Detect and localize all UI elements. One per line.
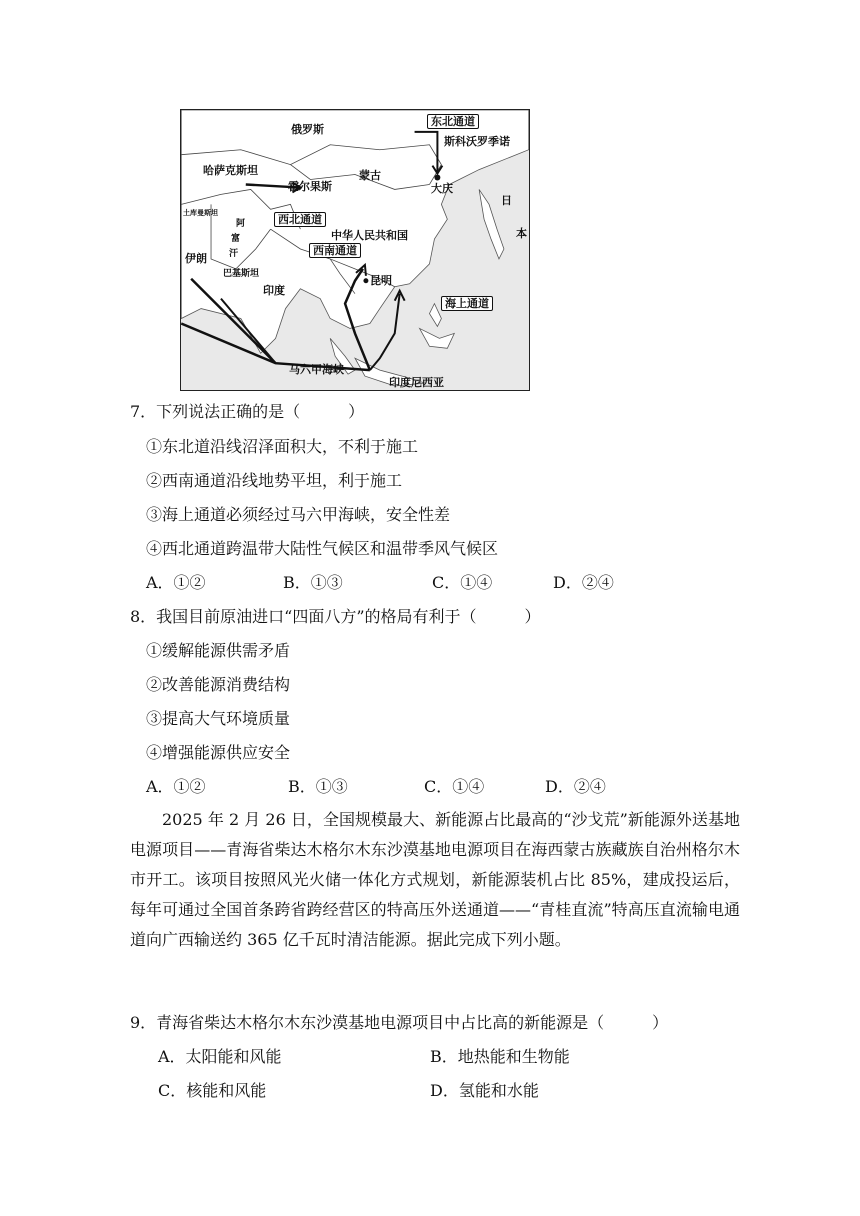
q7-option-1: ①东北道沿线沼泽面积大，不利于施工	[146, 437, 419, 456]
label-korgas: 霍尔果斯	[288, 180, 332, 193]
q8-choice-c: C．①④	[424, 777, 485, 796]
q7-choice-b: B．①③	[283, 573, 343, 592]
q8-option-4: ④增强能源供应安全	[146, 743, 291, 762]
q7-choice-a: A．①②	[146, 573, 206, 592]
label-kazakhstan: 哈萨克斯坦	[203, 164, 258, 177]
q8-stem: 8．我国目前原油进口“四面八方”的格局有利于（ ）	[130, 607, 541, 626]
q8-choice-b: B．①③	[288, 777, 348, 796]
label-japan-ben: 本	[516, 227, 527, 240]
q9-choice-d: D．氢能和水能	[430, 1081, 539, 1100]
label-indonesia: 印度尼西亚	[389, 376, 444, 389]
q7-stem: 7．下列说法正确的是（ ）	[130, 402, 365, 421]
label-turkmen: 土库曼斯坦	[183, 209, 218, 217]
label-kunming: 昆明	[370, 274, 392, 287]
label-afghan-han: 汗	[229, 249, 239, 259]
q9-choice-c: C．核能和风能	[158, 1081, 267, 1100]
label-china: 中华人民共和国	[331, 229, 408, 242]
label-northeast-route: 东北通道	[427, 114, 479, 129]
q7-choice-d: D．②④	[553, 573, 614, 592]
label-malacca: 马六甲海峡	[289, 363, 344, 376]
label-japan-ri: 日	[501, 194, 512, 207]
q9-choice-b: B．地热能和生物能	[430, 1047, 570, 1066]
q7-option-2: ②西南通道沿线地势平坦，利于施工	[146, 471, 403, 490]
oil-import-map	[180, 109, 530, 391]
label-iran: 伊朗	[185, 252, 207, 265]
passage: 2025 年 2 月 26 日，全国规模最大、新能源占比最高的“沙戈荒”新能源外送基地电源项目——青海省柴达木格尔木东沙漠基地电源项目在海西蒙古族藏族自治州格尔木市开工。该项目按照风光火储一体化方式规划，新能源装机占比 85%，建成投运后，每年可通过全国首条跨省跨经营区的特高压外送通道——“青桂直流”特高压直流输电通道向广西输送约 365 亿千瓦时清洁能源。据此完成下列小题。	[130, 810, 740, 949]
label-india: 印度	[263, 284, 285, 297]
q7-option-3: ③海上通道必须经过马六甲海峡，安全性差	[146, 505, 451, 524]
label-russia: 俄罗斯	[291, 123, 324, 136]
label-northwest-route: 西北通道	[274, 212, 326, 227]
q8-choice-a: A．①②	[146, 777, 206, 796]
label-sea-route: 海上通道	[441, 296, 493, 311]
q8-option-3: ③提高大气环境质量	[146, 709, 291, 728]
label-southwest-route: 西南通道	[309, 243, 361, 258]
label-mongolia: 蒙古	[359, 169, 381, 182]
q8-option-1: ①缓解能源供需矛盾	[146, 641, 291, 660]
label-skovorodino: 斯科沃罗季诺	[444, 135, 510, 148]
q8-choice-d: D．②④	[545, 777, 606, 796]
label-afghan-a: 阿	[236, 219, 246, 229]
q9-choice-a: A．太阳能和风能	[158, 1047, 282, 1066]
label-afghan-fu: 富	[231, 234, 241, 244]
q9-stem: 9．青海省柴达木格尔木东沙漠基地电源项目中占比高的新能源是（ ）	[130, 1013, 669, 1032]
label-pakistan: 巴基斯坦	[223, 269, 260, 279]
q7-option-4: ④西北通道跨温带大陆性气候区和温带季风气候区	[146, 539, 499, 558]
q8-option-2: ②改善能源消费结构	[146, 675, 291, 694]
q7-choice-c: C．①④	[432, 573, 493, 592]
label-daqing: 大庆	[431, 182, 453, 195]
